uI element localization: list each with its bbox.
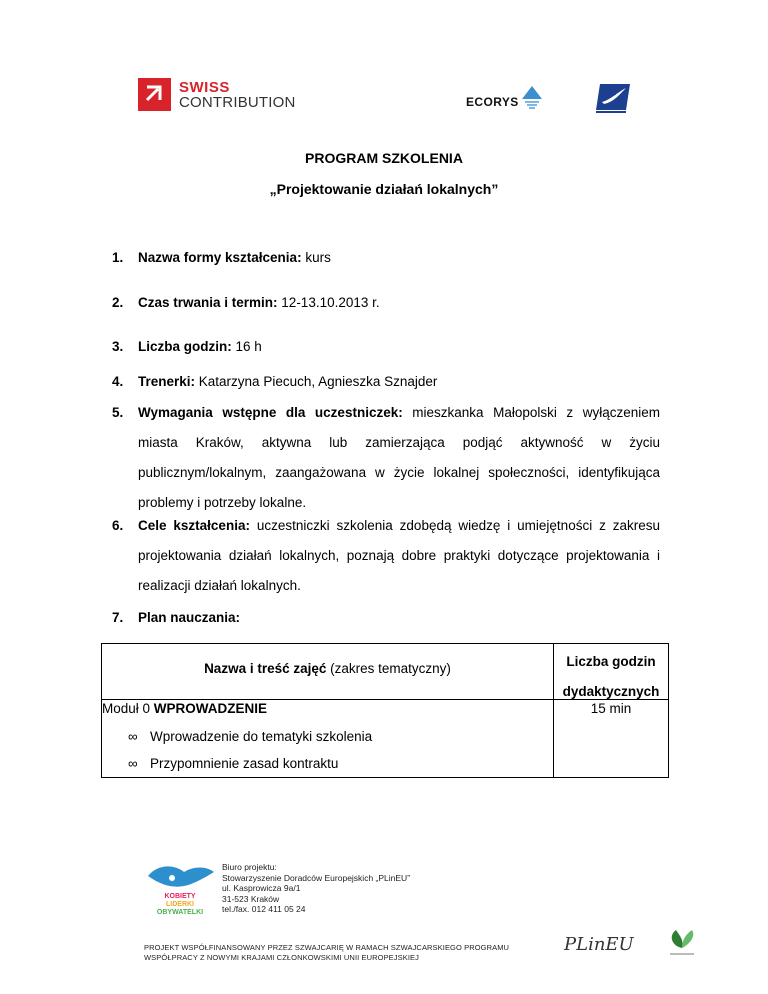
module-name: WPROWADZENIE (153, 701, 268, 716)
bullet-text: Wprowadzenie do tematyki szkolenia (150, 729, 373, 744)
list-item (128, 729, 372, 744)
item-number: 2. (112, 295, 124, 310)
ecorys-triangle-icon (521, 85, 543, 109)
address-line: Biuro projektu: (222, 862, 277, 872)
bullet-text: Przypomnienie zasad kontraktu (150, 756, 339, 771)
bullet-icon: ∞ (128, 729, 138, 744)
item-number: 4. (112, 374, 124, 389)
address-line: 31-523 Kraków (222, 893, 280, 904)
module-duration: 15 min (590, 701, 632, 716)
item-number: 1. (112, 250, 124, 265)
project-office-address (222, 862, 410, 915)
logo-word-obywatelki: OBYWATELKI (156, 909, 204, 916)
item-label: Wymagania wstępne dla uczestniczek: (138, 405, 403, 420)
item-text: uczestniczki szkolenia zdobędą wiedzę i umiejętności z zakresu projektowania działań lokalnych, poznają dobre praktyki dotyczące projektowania i realizacji działań lokalnych. (138, 518, 660, 593)
list-item (128, 756, 338, 771)
item-label: Nazwa formy kształcenia: (138, 250, 302, 265)
module-title (102, 701, 267, 716)
document-title: PROGRAM SZKOLENIA (305, 150, 463, 166)
funding-line: WSPÓŁPRACY Z NOWYMI KRAJAMI CZŁONKOWSKIMI UNII EUROPEJSKIEJ (144, 953, 419, 962)
swiss-flag-icon (138, 78, 171, 111)
header-hours-line1: Liczba godzin (566, 654, 656, 669)
curriculum-table (101, 643, 669, 778)
kobiety-liderki-obywatelki-logo (144, 862, 216, 918)
header-topic-rest: (zakres tematyczny) (326, 661, 451, 676)
swiss-logo-line2: CONTRIBUTION (179, 93, 296, 111)
plineu-logo: PLinEU (564, 934, 634, 955)
item-text: kurs (301, 250, 331, 265)
address-line: Stowarzyszenie Doradców Europejskich „PLinEU” (222, 872, 411, 883)
swiss-logo-line1: SWISS (179, 78, 230, 96)
item-label: Czas trwania i termin: (138, 295, 278, 310)
address-line: tel./fax. 012 411 05 24 (222, 904, 306, 914)
leaf-logo-icon (662, 926, 702, 958)
item-text: Katarzyna Piecuch, Agnieszka Sznajder (195, 374, 438, 389)
item-number: 3. (112, 339, 124, 354)
item-number: 7. (112, 610, 124, 625)
item-label: Trenerki: (138, 374, 196, 389)
item-text: mieszkanka Małopolski z wyłączeniem miasta Kraków, aktywna lub zamierzająca podjąć aktywność w życiu publicznym/lokalnym, zaangażowana w życie lokalnej społeczności, identyfikująca problemy i potrzeby lokalne. (138, 405, 660, 510)
partner-emblem-icon (594, 82, 632, 114)
module-prefix: Moduł 0 (102, 701, 154, 716)
item-label: Cele kształcenia: (138, 518, 250, 533)
table-header-hours (554, 647, 668, 707)
bullet-icon: ∞ (128, 756, 138, 771)
item-text: 12-13.10.2013 r. (277, 295, 380, 310)
header-topic-bold: Nazwa i treść zajęć (204, 661, 327, 676)
address-line: ul. Kasprowicza 9a/1 (222, 883, 301, 893)
logo-word-liderki: LIDERKI (166, 901, 194, 908)
ecorys-logo-text: ECORYS (466, 95, 519, 109)
document-subtitle: „Projektowanie działań lokalnych” (269, 181, 499, 197)
funding-line: PROJEKT WSPÓŁFINANSOWANY PRZEZ SZWAJCARIĘ W RAMACH SZWAJCARSKIEGO PROGRAMU (144, 943, 510, 952)
ecorys-logo (466, 85, 543, 109)
item-number: 5. (112, 405, 124, 420)
swiss-contribution-logo (138, 78, 296, 111)
item-text: 16 h (231, 339, 262, 354)
logo-word-kobiety: KOBIETY (164, 893, 196, 900)
item-label: Liczba godzin: (138, 339, 232, 354)
item-label: Plan nauczania: (138, 610, 241, 625)
item-number: 6. (112, 518, 124, 533)
header-hours-line2: dydaktycznych (562, 684, 660, 699)
table-header-topic (102, 661, 553, 676)
funding-note (144, 943, 509, 963)
